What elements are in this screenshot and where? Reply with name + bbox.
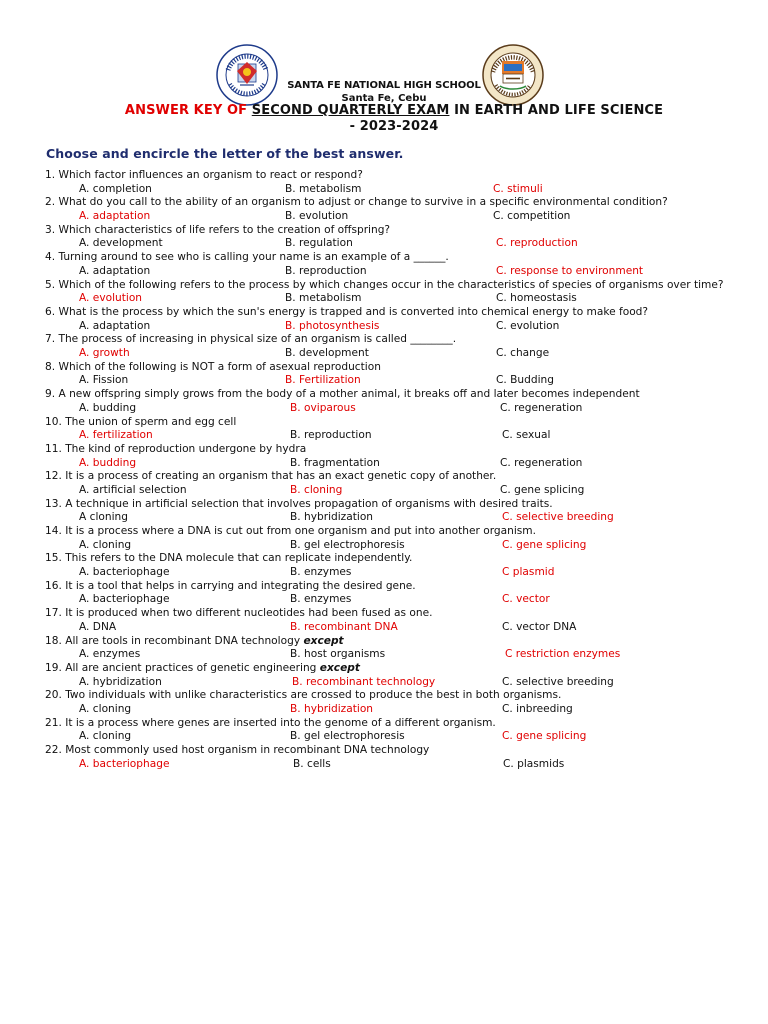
options-row (45, 457, 735, 471)
question-item (45, 306, 735, 333)
option-a[interactable]: A. cloning (79, 730, 132, 743)
options-row (45, 183, 735, 197)
question-item (45, 552, 735, 579)
instructions: Choose and encircle the letter of the best answer. (46, 146, 404, 161)
question-item (45, 580, 735, 607)
question-list (45, 169, 735, 772)
question-text: 9. A new offspring simply grows from the body of a mother animal, it breaks off and later becomes independent (45, 388, 640, 401)
option-a-correct[interactable]: A. fertilization (79, 429, 153, 442)
question-item (45, 361, 735, 388)
school-address: Santa Fe, Cebu (341, 93, 427, 104)
option-b[interactable]: B. fragmentation (290, 456, 380, 469)
option-c-correct[interactable]: C. reproduction (496, 237, 578, 250)
question-item (45, 635, 735, 662)
question-text: 22. Most commonly used host organism in recombinant DNA technology (45, 744, 430, 757)
option-b[interactable]: B. evolution (285, 209, 349, 222)
question-emphasis: except (319, 662, 360, 675)
option-c-correct[interactable]: C. gene splicing (502, 538, 587, 551)
option-b-correct[interactable]: B. recombinant DNA (290, 620, 398, 633)
question-item (45, 169, 735, 196)
question-text: 15. This refers to the DNA molecule that can replicate independently. (45, 552, 413, 565)
question-text: 16. It is a tool that helps in carrying and integrating the desired gene. (45, 579, 416, 592)
question-text: 10. The union of sperm and egg cell (45, 415, 237, 428)
option-c[interactable]: C. plasmids (503, 757, 565, 770)
question-text: 3. Which characteristics of life refers to the creation of offspring? (45, 223, 391, 236)
option-a-correct[interactable]: A. adaptation (79, 209, 151, 222)
question-text: 1. Which factor influences an organism to react or respond? (45, 169, 363, 181)
option-b[interactable]: B. reproduction (290, 429, 372, 442)
option-c[interactable]: C. inbreeding (502, 703, 573, 716)
option-c-correct[interactable]: C. stimuli (493, 182, 543, 195)
option-a[interactable]: A. artificial selection (79, 483, 187, 496)
option-c-correct[interactable]: C. response to environment (496, 264, 644, 277)
option-b[interactable]: B. cells (293, 757, 331, 770)
option-c-correct[interactable]: C restriction enzymes (505, 648, 621, 661)
options-row (45, 566, 735, 580)
options-row (45, 237, 735, 251)
question-item (45, 388, 735, 415)
option-a[interactable]: A. completion (79, 182, 152, 195)
options-row (45, 292, 735, 306)
option-b[interactable]: B. gel electrophoresis (290, 538, 405, 551)
question-text: 4. Turning around to see who is calling your name is an example of a ______. (45, 251, 449, 264)
option-a[interactable]: A. DNA (79, 620, 117, 633)
option-a[interactable]: A. Fission (79, 374, 129, 387)
option-b-correct[interactable]: B. oviparous (290, 401, 356, 414)
option-b[interactable]: B. host organisms (290, 648, 386, 661)
question-item (45, 251, 735, 278)
options-row (45, 320, 735, 334)
option-a[interactable]: A. enzymes (79, 648, 141, 661)
option-c-correct[interactable]: C plasmid (502, 566, 555, 579)
question-text: 18. All are tools in recombinant DNA technology except (45, 634, 344, 647)
option-a-correct[interactable]: A. growth (79, 346, 130, 359)
title-answer-key: ANSWER KEY OF (124, 103, 248, 118)
question-item (45, 416, 735, 443)
question-item (45, 607, 735, 634)
question-text: 5. Which of the following refers to the process by which changes occur in the characteristics of species of organisms over time? (45, 278, 724, 291)
question-item (45, 333, 735, 360)
question-text: 11. The kind of reproduction undergone by hydra (45, 442, 307, 455)
option-b[interactable]: B. reproduction (285, 264, 367, 277)
option-b[interactable]: B. development (285, 346, 369, 359)
option-c-correct[interactable]: C. vector (502, 593, 550, 606)
options-row (45, 265, 735, 279)
options-row (45, 758, 735, 772)
question-emphasis: except (303, 634, 344, 647)
page-title (60, 103, 728, 135)
question-text: 20. Two individuals with unlike characteristics are crossed to produce the best in both organisms. (45, 689, 562, 702)
options-row (45, 676, 735, 690)
options-row (45, 210, 735, 224)
question-text: 7. The process of increasing in physical size of an organism is called ________. (45, 333, 457, 346)
question-item (45, 196, 735, 223)
option-b[interactable]: B. enzymes (290, 566, 352, 579)
options-row (45, 511, 735, 525)
option-a[interactable]: A. hybridization (79, 675, 162, 688)
option-a[interactable]: A cloning (79, 511, 128, 524)
question-item (45, 744, 735, 771)
option-c-correct[interactable]: C. selective breeding (502, 511, 614, 524)
option-c[interactable]: C. homeostasis (496, 292, 577, 305)
question-item (45, 470, 735, 497)
question-text: 8. Which of the following is NOT a form of asexual reproduction (45, 360, 381, 373)
school-name: SANTA FE NATIONAL HIGH SCHOOL (287, 80, 481, 91)
options-row (45, 429, 735, 443)
option-a[interactable]: A. development (79, 237, 163, 250)
option-b-correct[interactable]: B. hybridization (290, 703, 374, 716)
question-text: 21. It is a process where genes are inserted into the genome of a different organism. (45, 716, 496, 729)
question-text: 6. What is the process by which the sun's energy is trapped and is converted into chemical energy to make food? (45, 305, 649, 318)
option-a[interactable]: A. cloning (79, 703, 132, 716)
option-a-correct[interactable]: A. evolution (79, 292, 143, 305)
title-year: - 2023-2024 (349, 119, 439, 134)
question-item (45, 224, 735, 251)
option-a[interactable]: A. adaptation (79, 319, 151, 332)
option-c[interactable]: C. change (496, 346, 550, 359)
question-text: 2. What do you call to the ability of an organism to adjust or change to survive in a specific environmental condition? (45, 196, 668, 209)
option-b-correct[interactable]: B. photosynthesis (285, 319, 380, 332)
option-b[interactable]: B. gel electrophoresis (290, 730, 405, 743)
title-exam-name: SECOND QUARTERLY EXAM (251, 103, 450, 118)
options-row (45, 730, 735, 744)
title-subject: IN EARTH AND LIFE SCIENCE (454, 103, 664, 118)
option-c[interactable]: C. sexual (502, 429, 551, 442)
question-text: 12. It is a process of creating an organism that has an exact genetic copy of another. (45, 470, 497, 483)
question-item (45, 717, 735, 744)
option-a[interactable]: A. adaptation (79, 264, 151, 277)
option-b-correct[interactable]: B. cloning (290, 483, 343, 496)
options-row (45, 484, 735, 498)
option-b[interactable]: B. enzymes (290, 593, 352, 606)
option-c[interactable]: C. vector DNA (502, 620, 577, 633)
option-a[interactable]: A. bacteriophage (79, 593, 170, 606)
question-text: 19. All are ancient practices of genetic engineering except (45, 662, 360, 675)
option-a-correct[interactable]: A. budding (79, 456, 137, 469)
option-c[interactable]: C. Budding (496, 374, 554, 387)
options-row (45, 621, 735, 635)
question-item (45, 689, 735, 716)
question-text: 13. A technique in artificial selection that involves propagation of organisms with desired traits. (45, 497, 553, 510)
option-a[interactable]: A. cloning (79, 538, 132, 551)
option-b[interactable]: B. metabolism (285, 292, 362, 305)
options-row (45, 593, 735, 607)
options-row (45, 648, 735, 662)
options-row (45, 402, 735, 416)
option-c-correct[interactable]: C. gene splicing (502, 730, 587, 743)
option-c[interactable]: C. gene splicing (500, 483, 585, 496)
option-c[interactable]: C. evolution (496, 319, 560, 332)
question-item (45, 279, 735, 306)
option-b-correct[interactable]: B. recombinant technology (292, 675, 436, 688)
question-item (45, 662, 735, 689)
option-b-correct[interactable]: B. Fertilization (285, 374, 361, 387)
option-b[interactable]: B. regulation (285, 237, 353, 250)
option-b[interactable]: B. metabolism (285, 182, 362, 195)
options-row (45, 374, 735, 388)
option-a[interactable]: A. budding (79, 401, 137, 414)
option-a[interactable]: A. bacteriophage (79, 566, 170, 579)
question-item (45, 498, 735, 525)
options-row (45, 703, 735, 717)
options-row (45, 539, 735, 553)
question-item (45, 443, 735, 470)
question-text: 17. It is produced when two different nucleotides had been fused as one. (45, 607, 433, 620)
option-c[interactable]: C. competition (493, 209, 571, 222)
question-text: 14. It is a process where a DNA is cut out from one organism and put into another organism. (45, 525, 536, 538)
option-c[interactable]: C. regeneration (500, 456, 583, 469)
question-item (45, 525, 735, 552)
options-row (45, 347, 735, 361)
option-c[interactable]: C. regeneration (500, 401, 583, 414)
option-a-correct[interactable]: A. bacteriophage (79, 757, 170, 770)
option-b[interactable]: B. hybridization (290, 511, 374, 524)
option-c[interactable]: C. selective breeding (502, 675, 614, 688)
